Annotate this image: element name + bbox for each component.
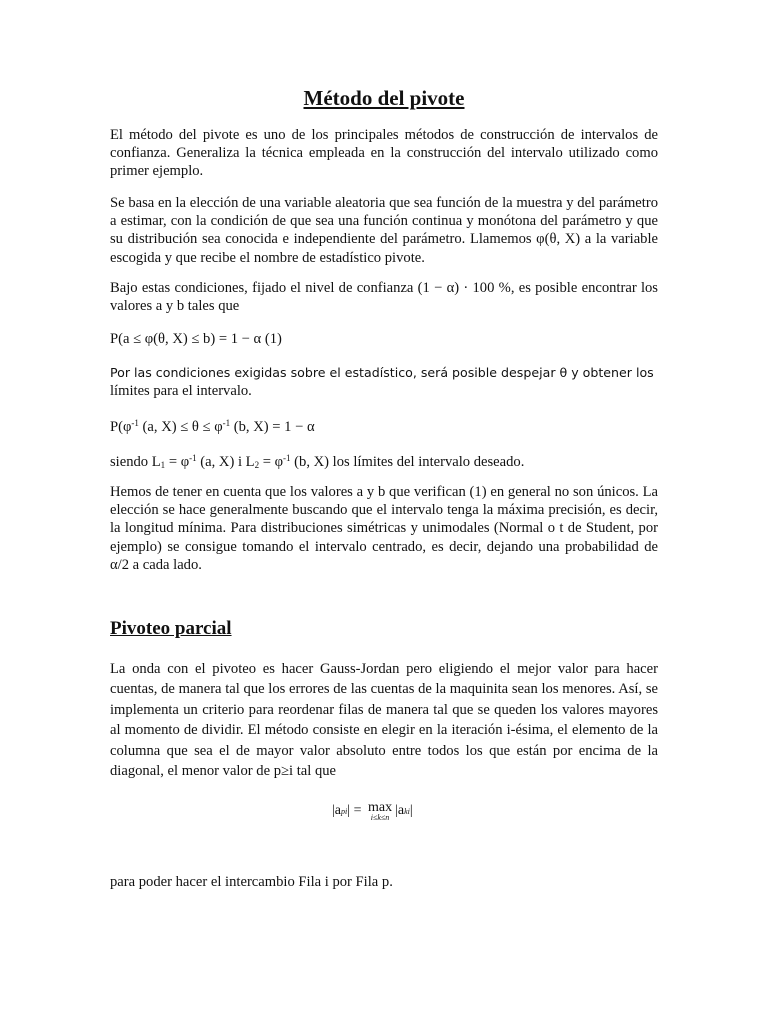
formula-lhs-sub: pi: [341, 807, 348, 816]
limits-sentence: [110, 449, 658, 474]
paragraph-uniqueness: Hemos de tener en cuenta que los valores a y b que verifican (1) en general no son únicos. La elección se hace generalmente buscando que el intervalo tenga la máxima precisión, es decir, la longitud mínima. Para distribuciones simétricas y unimodales (Normal o t de Student, por ejemplo) se consigue tomando el intervalo centrado, es decir, dejando una probabilidad de α/2 a cada lado.: [110, 484, 658, 573]
limits-part: = φ: [165, 454, 190, 470]
limits-sub: 1: [160, 460, 166, 470]
paragraph-pivoteo: La onda con el pivoteo es hacer Gauss-Jordan pero eligiendo el mejor valor para hacer cuentas, de manera tal que los errores de las cuentas de la maquinita sean los menores. Así, se implementa un criterio para reordenar filas de manera tal que se queden los valores mayores al momento de dividir. El método consiste en elegir en la iteración i-ésima, el elemento de la columna que sea el de mayor valor absoluto entre todos los que están por encima de la diagonal, el menor valor de p≥i tal que: [110, 661, 658, 780]
equation-2-part: P(φ: [110, 419, 132, 435]
equation-1: P(a ≤ φ(θ, X) ≤ b) = 1 − α (1): [110, 331, 282, 347]
equation-2: [110, 414, 658, 436]
limits-part: (a, X) i L: [196, 454, 255, 470]
section-heading: Pivoteo parcial: [110, 618, 232, 639]
paragraph-despejar-line1: Por las condiciones exigidas sobre el estadístico, será posible despejar θ y obtener los: [110, 365, 654, 380]
limits-part: = φ: [259, 454, 284, 470]
equation-2-sup: -1: [222, 418, 231, 428]
paragraph-despejar-line2: límites para el intervalo.: [110, 383, 252, 400]
formula-end: |: [409, 803, 413, 818]
formula-eq: | =: [347, 803, 362, 818]
pivot-formula: [332, 800, 413, 823]
paragraph-despejar: [110, 364, 658, 400]
limits-part: (b, X) los límites del intervalo deseado.: [290, 454, 525, 470]
limits-sup: -1: [189, 453, 197, 463]
equation-2-part: (a, X) ≤ θ ≤ φ: [138, 419, 223, 435]
formula-rhs: |a: [395, 803, 405, 818]
paragraph-intercambio: para poder hacer el intercambio Fila i por Fila p.: [110, 874, 393, 890]
limits-sup: -1: [283, 453, 291, 463]
formula-max-label: max: [367, 800, 393, 815]
paragraph-basis: Se basa en la elección de una variable aleatoria que sea función de la muestra y del parámetro a estimar, con la condición de que sea una función continua y monótona del parámetro y que su distribución sea conocida e independiente del parámetro. Llamemos φ(θ, X) a la variable escogida y que recibe el nombre de estadístico pivote.: [110, 195, 658, 266]
formula-max: [367, 800, 393, 823]
limits-sub: 2: [254, 460, 260, 470]
limits-part: siendo L: [110, 454, 161, 470]
formula-lhs: |a: [332, 803, 342, 818]
formula-range: i≤k≤n: [370, 813, 390, 822]
paragraph-conditions: Bajo estas condiciones, fijado el nivel de confianza (1 − α) · 100 %, es posible encontrar los valores a y b tales que: [110, 280, 658, 315]
formula-rhs-sub: ki: [404, 807, 410, 816]
equation-2-sup: -1: [131, 418, 139, 428]
paragraph-intro: El método del pivote es uno de los principales métodos de construcción de intervalos de confianza. Generaliza la técnica empleada en la construcción del intervalo utilizado como primer ejemplo.: [110, 127, 658, 180]
page-title: Método del pivote: [303, 86, 465, 110]
equation-2-part: (b, X) = 1 − α: [230, 419, 315, 435]
